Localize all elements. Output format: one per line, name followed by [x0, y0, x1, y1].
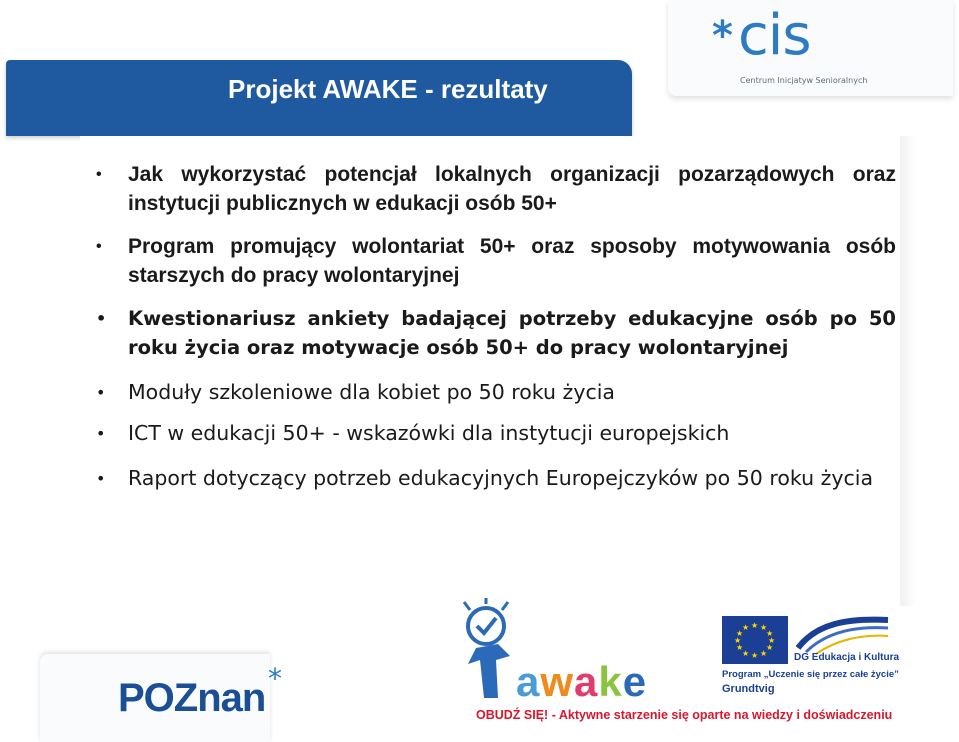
bullet-item: [96, 232, 896, 290]
awake-logo-text: [516, 658, 647, 706]
dg-label: DG Edukacja i Kultura: [794, 652, 900, 663]
bullet-item: [96, 304, 896, 362]
bullet-text: Program promujący wolontariat 50+ oraz sposoby motywowania osób starszych do pracy wolontaryjnej: [128, 235, 896, 287]
awake-logo-letters: awake: [516, 658, 648, 705]
bullet-text: Jak wykorzystać potencjał lokalnych organizacji pozarządowych oraz instytucji publicznych w edukacji osób 50+: [128, 163, 896, 215]
bullet-item: [96, 160, 896, 218]
poznan-logo: POZnan: [118, 676, 266, 720]
bullet-dot-icon: •: [96, 238, 102, 255]
eu-flag-icon: ★ ★ ★ ★ ★ ★ ★ ★ ★ ★ ★ ★: [722, 616, 788, 664]
poznan-logo-panel: [40, 654, 282, 742]
title-band: [6, 60, 632, 136]
bullet-list: [96, 160, 896, 493]
poznan-star-icon: *: [268, 662, 282, 695]
bullet-text: Kwestionariusz ankiety badającej potrzeby edukacyjne osób po 50 roku życia oraz motywacje osób 50+ do pracy wolontaryjnej: [128, 307, 896, 359]
cis-logo-panel: [668, 0, 953, 96]
bullet-item: [96, 464, 896, 493]
program-label: Program „Uczenie się przez całe życie”: [722, 669, 899, 680]
content-shadow: [900, 136, 916, 606]
bullet-item: [96, 419, 896, 448]
bullet-dot-icon: •: [96, 383, 106, 402]
cis-logo: cis: [738, 3, 811, 68]
bullet-dot-icon: •: [96, 424, 106, 443]
bullet-dot-icon: •: [96, 309, 107, 328]
cis-subtitle: Centrum Inicjatyw Senioralnych: [740, 76, 868, 85]
bullet-text: Moduły szkoleniowe dla kobiet po 50 roku życia: [128, 380, 615, 404]
cis-star-icon: *: [712, 13, 733, 59]
bullet-dot-icon: •: [96, 166, 102, 183]
grundtvig-label: Grundtvig: [722, 683, 775, 695]
bullet-item: [96, 378, 896, 407]
motto: OBUDŹ SIĘ! - Aktywne starzenie się oparte na wiedzy i doświadczeniu: [476, 708, 893, 722]
bullet-text: Raport dotyczący potrzeb edukacyjnych Europejczyków po 50 roku życia: [128, 466, 874, 490]
slide-title: Projekt AWAKE - rezultaty: [228, 74, 548, 104]
bullet-text: ICT w edukacji 50+ - wskazówki dla instytucji europejskich: [128, 421, 730, 445]
bullet-dot-icon: •: [96, 469, 106, 488]
